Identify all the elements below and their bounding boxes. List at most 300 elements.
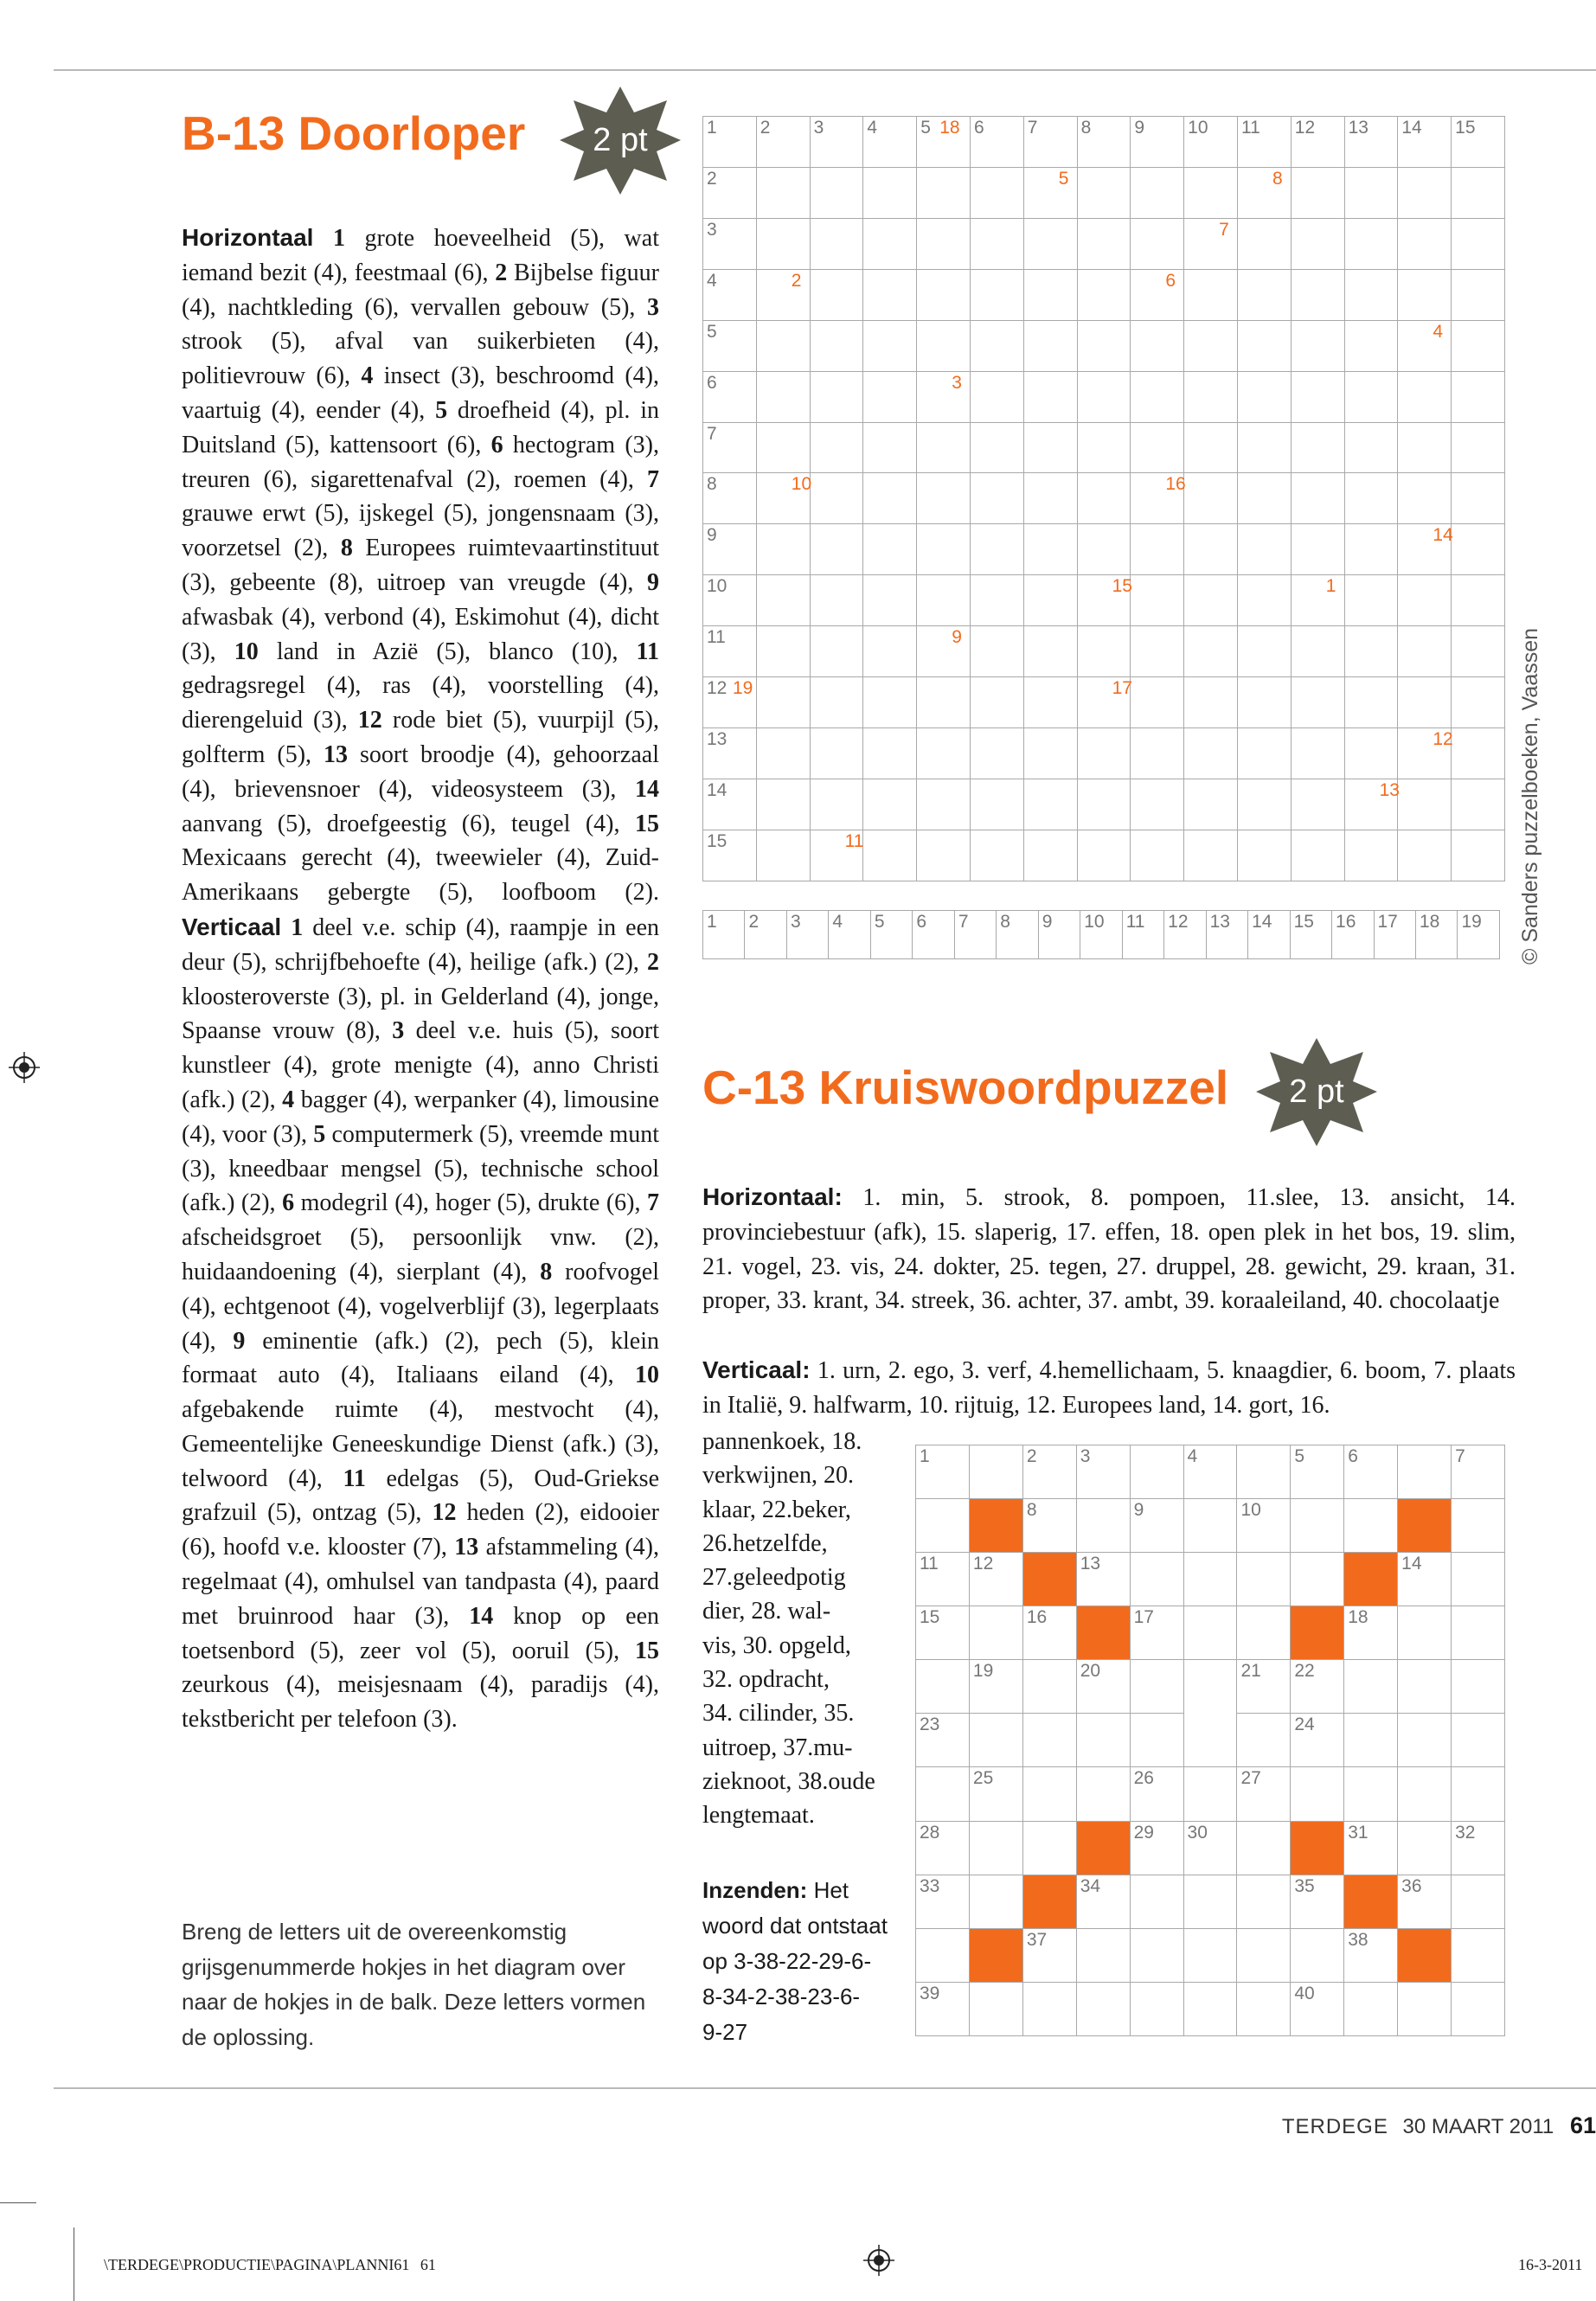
c13-verticaal — [702, 1353, 1516, 1423]
cell-number: 1 — [707, 118, 717, 138]
grid-cell — [1023, 371, 1077, 422]
grid-cell — [703, 117, 757, 168]
black-cell — [1022, 1553, 1076, 1606]
solution-cell — [829, 911, 870, 959]
cell-number: 12 — [1168, 912, 1189, 932]
grid-cell — [916, 1982, 970, 2035]
grid-cell — [863, 830, 917, 881]
grid-cell — [810, 218, 863, 269]
grid-cell — [1344, 1714, 1398, 1767]
grid-cell — [1291, 1660, 1344, 1714]
grid-cell — [1398, 1821, 1452, 1875]
grid-cell — [1184, 371, 1238, 422]
grid-row — [703, 524, 1505, 575]
cell-number: 35 — [1294, 1875, 1315, 1896]
grid-cell — [1077, 269, 1131, 320]
clue-line: 34. cilinder, 35. — [702, 1700, 855, 1727]
clue-line: lengtemaat. — [702, 1802, 815, 1830]
grid-cell — [1452, 728, 1505, 779]
grid-cell — [1398, 1767, 1452, 1821]
grid-cell — [917, 218, 971, 269]
grid-cell — [1184, 218, 1238, 269]
cell-number: 7 — [707, 423, 717, 444]
grid-cell — [917, 473, 971, 524]
grid-cell — [756, 473, 810, 524]
grid-cell — [1131, 779, 1184, 830]
clue-number: 12 — [432, 1499, 457, 1527]
cell-number: 22 — [1294, 1661, 1315, 1682]
grid-row — [703, 728, 1505, 779]
solution-cell — [1458, 911, 1500, 959]
grid-cell — [1077, 524, 1131, 575]
cell-number: 6 — [1348, 1446, 1358, 1466]
cell-number: 9 — [1134, 118, 1145, 138]
grid-cell — [1183, 1445, 1237, 1499]
grid-cell — [1291, 371, 1344, 422]
clue-text: knop op een toetsenbord (5), zeer vol (5), ooruil (5), — [182, 1602, 659, 1664]
grid-cell — [1237, 677, 1291, 728]
grid-cell — [1452, 1821, 1505, 1875]
grid-cell — [810, 320, 863, 371]
grid-cell — [1131, 422, 1184, 473]
grid-cell — [1183, 1499, 1237, 1553]
grid-cell — [1291, 1445, 1344, 1499]
cell-number: 33 — [920, 1875, 940, 1896]
grid-cell — [1291, 626, 1344, 677]
grid-cell — [970, 575, 1023, 626]
grid-cell — [1077, 422, 1131, 473]
cell-number: 32 — [1455, 1822, 1476, 1843]
grid-row — [916, 1445, 1505, 1499]
grid-cell — [863, 524, 917, 575]
cell-number: 38 — [1348, 1929, 1368, 1950]
grid-cell — [1237, 830, 1291, 881]
grid-cell — [1076, 1875, 1130, 1928]
black-cell — [1398, 1928, 1452, 1982]
clue-text: bagger (4), werpanker (4), limousine (4), voor (3), — [182, 1086, 659, 1148]
clue-number: 3 — [392, 1017, 405, 1045]
clue-text: heden (2), eidooier (6), hoofd v.e. klooster (7), — [182, 1499, 660, 1561]
cell-number: 25 — [972, 1768, 994, 1789]
grid-cell — [970, 320, 1023, 371]
grid-cell — [1077, 320, 1131, 371]
grid-cell — [969, 1982, 1022, 2035]
grid-cell — [1184, 473, 1238, 524]
grid-cell — [1077, 218, 1131, 269]
grid-cell — [916, 1660, 970, 1714]
grid-cell — [917, 269, 971, 320]
grid-cell — [969, 1714, 1022, 1767]
inzenden-line: 9-27 — [702, 2019, 748, 2045]
cell-number: 30 — [1187, 1822, 1208, 1843]
grid-cell — [1184, 575, 1238, 626]
cell-solution-number: 13 — [1379, 779, 1400, 800]
b13-verticaal-label: Verticaal — [182, 913, 282, 940]
grid-cell — [1237, 167, 1291, 218]
cell-number: 15 — [707, 830, 727, 851]
footer-path: \TERDEGE\PRODUCTIE\PAGINA\PLANNI61 — [104, 2256, 410, 2273]
grid-cell — [970, 473, 1023, 524]
grid-cell — [756, 320, 810, 371]
cell-number: 9 — [1133, 1500, 1144, 1521]
clue-number: 6 — [282, 1189, 295, 1217]
grid-cell — [1022, 1660, 1076, 1714]
registration-mark-icon — [9, 1052, 40, 1083]
grid-cell — [1131, 269, 1184, 320]
cell-number: 3 — [790, 912, 801, 932]
grid-cell — [1291, 167, 1344, 218]
grid-cell — [1398, 422, 1452, 473]
cell-number: 20 — [1080, 1661, 1101, 1682]
grid-cell — [756, 269, 810, 320]
grid-cell — [1023, 626, 1077, 677]
grid-cell — [917, 117, 971, 168]
grid-cell — [969, 1553, 1022, 1606]
grid-cell — [1130, 1875, 1183, 1928]
b13-horizontaal-label: Horizontaal — [182, 224, 314, 251]
clue-text: droefheid (4), pl. in Duitsland (5), kattensoort (6), — [182, 396, 659, 458]
grid-cell — [1452, 1928, 1505, 1982]
cell-number: 27 — [1240, 1768, 1261, 1789]
grid-cell — [1237, 1606, 1291, 1660]
grid-cell — [1237, 1928, 1291, 1982]
grid-cell — [1398, 1875, 1452, 1928]
grid-cell — [1452, 1445, 1505, 1499]
grid-cell — [1452, 626, 1505, 677]
c13-horizontaal — [702, 1180, 1516, 1318]
grid-cell — [863, 422, 917, 473]
grid-cell — [1398, 320, 1452, 371]
grid-cell — [917, 422, 971, 473]
grid-cell — [1291, 1499, 1344, 1553]
grid-cell — [756, 626, 810, 677]
clue-text: Europees ruimtevaartinstituut (3), gebeente (8), uitroep van vreugde (4), — [182, 535, 659, 596]
grid-cell — [916, 1821, 970, 1875]
grid-cell — [917, 320, 971, 371]
clue-number: 2 — [647, 948, 659, 976]
cell-number: 19 — [1461, 912, 1482, 932]
cell-number: 4 — [1187, 1446, 1198, 1466]
clue-number: 11 — [343, 1465, 366, 1492]
grid-cell — [1023, 473, 1077, 524]
cell-number: 5 — [874, 912, 885, 932]
grid-cell — [1344, 1606, 1398, 1660]
solution-cell — [913, 911, 954, 959]
grid-cell — [756, 117, 810, 168]
cell-number: 5 — [920, 118, 931, 138]
grid-cell — [1398, 677, 1452, 728]
clue-text: rode biet (5), vuurpijl (5), golfterm (5), — [182, 707, 659, 768]
grid-cell — [703, 371, 757, 422]
grid-cell — [1398, 218, 1452, 269]
grid-cell — [917, 830, 971, 881]
grid-cell — [810, 830, 863, 881]
grid-cell — [703, 830, 757, 881]
grid-cell — [756, 728, 810, 779]
solution-cell — [1080, 911, 1122, 959]
clue-number: 15 — [635, 1637, 659, 1664]
grid-cell — [1184, 524, 1238, 575]
grid-cell — [1130, 1499, 1183, 1553]
clue-number: 8 — [340, 535, 353, 562]
grid-cell — [1130, 1767, 1183, 1821]
grid-cell — [970, 117, 1023, 168]
cell-number: 13 — [1209, 912, 1230, 932]
b13-grid — [702, 116, 1505, 881]
grid-cell — [970, 830, 1023, 881]
grid-cell — [810, 473, 863, 524]
grid-cell — [1130, 1660, 1183, 1714]
clue-line: 32. opdracht, — [702, 1666, 830, 1694]
cell-number: 16 — [1026, 1607, 1048, 1628]
cell-number: 34 — [1080, 1875, 1101, 1896]
cell-solution-number: 7 — [1219, 219, 1229, 240]
grid-cell — [1237, 626, 1291, 677]
clue-text: edelgas (5), Oud-Griekse grafzuil (5), ontzag (5), — [182, 1465, 660, 1527]
grid-cell — [1076, 1499, 1130, 1553]
grid-cell — [756, 371, 810, 422]
grid-cell — [703, 524, 757, 575]
clue-line: vis, 30. opgeld, — [702, 1631, 851, 1659]
grid-cell — [1344, 269, 1398, 320]
solution-cell — [1122, 911, 1163, 959]
clue-text: afstammeling (4), regelmaat (4), omhulsel van tandpasta (4), paard met bruinrood haar (3), — [182, 1534, 659, 1630]
grid-cell — [1076, 1660, 1130, 1714]
grid-cell — [756, 779, 810, 830]
grid-cell — [1344, 473, 1398, 524]
grid-cell — [1237, 779, 1291, 830]
grid-row — [916, 1821, 1505, 1875]
grid-cell — [703, 473, 757, 524]
grid-cell — [756, 830, 810, 881]
grid-row — [703, 473, 1505, 524]
black-cell — [1076, 1606, 1130, 1660]
clue-number: 15 — [635, 810, 659, 837]
cell-solution-number: 9 — [952, 627, 962, 648]
footer-date: 30 MAART 2011 — [1402, 2115, 1554, 2138]
clue-text: strook (5), afval van suikerbieten (4), politievrouw (6), — [182, 328, 659, 390]
grid-cell — [916, 1767, 970, 1821]
cell-number: 6 — [707, 372, 717, 393]
grid-cell — [1452, 1875, 1505, 1928]
grid-cell — [1291, 1714, 1344, 1767]
solution-bar-row — [703, 911, 1500, 959]
grid-cell — [917, 371, 971, 422]
clue-number: 7 — [646, 1189, 659, 1217]
grid-cell — [1237, 524, 1291, 575]
grid-cell — [1022, 1928, 1076, 1982]
grid-cell — [810, 524, 863, 575]
cell-number: 1 — [920, 1446, 930, 1466]
grid-cell — [1130, 1553, 1183, 1606]
inzenden-label: Inzenden: — [702, 1877, 808, 1903]
clue-number: 12 — [357, 707, 382, 734]
grid-cell — [1291, 320, 1344, 371]
clue-line: zieknoot, 38.oude — [702, 1767, 875, 1795]
clue-number: 3 — [647, 293, 659, 321]
cell-number: 18 — [1348, 1607, 1368, 1628]
cell-number: 36 — [1401, 1875, 1422, 1896]
grid-cell — [810, 728, 863, 779]
black-cell — [1076, 1821, 1130, 1875]
grid-cell — [1076, 1553, 1130, 1606]
grid-cell — [810, 117, 863, 168]
grid-row — [916, 1660, 1505, 1714]
grid-row — [703, 371, 1505, 422]
cell-number: 21 — [1240, 1661, 1261, 1682]
grid-row — [703, 320, 1505, 371]
grid-cell — [810, 371, 863, 422]
cell-number: 1 — [707, 912, 717, 932]
grid-cell — [1022, 1714, 1076, 1767]
grid-cell — [1023, 830, 1077, 881]
grid-cell — [1131, 575, 1184, 626]
grid-cell — [1077, 830, 1131, 881]
grid-cell — [1131, 320, 1184, 371]
grid-cell — [969, 1821, 1022, 1875]
grid-cell — [916, 1445, 970, 1499]
grid-cell — [1022, 1982, 1076, 2035]
clue-line: 27.geleedpotig — [702, 1564, 846, 1592]
cell-solution-number: 2 — [791, 270, 802, 291]
grid-cell — [1077, 728, 1131, 779]
grid-cell — [1184, 677, 1238, 728]
grid-cell — [970, 524, 1023, 575]
grid-cell — [863, 167, 917, 218]
grid-cell — [969, 1445, 1022, 1499]
grid-cell — [1131, 371, 1184, 422]
cell-number: 12 — [1294, 118, 1316, 138]
grid-cell — [1452, 677, 1505, 728]
grid-row — [916, 1606, 1505, 1660]
solution-cell — [954, 911, 996, 959]
grid-cell — [1398, 1714, 1452, 1767]
grid-cell — [1184, 728, 1238, 779]
grid-cell — [1237, 117, 1291, 168]
clue-line: 26.hetzelfde, — [702, 1529, 828, 1557]
cell-number: 28 — [920, 1822, 940, 1843]
grid-cell — [1237, 218, 1291, 269]
grid-cell — [1398, 830, 1452, 881]
black-cell — [1022, 1875, 1076, 1928]
grid-cell — [916, 1928, 970, 1982]
cell-number: 4 — [867, 118, 878, 138]
grid-cell — [1184, 167, 1238, 218]
grid-cell — [1077, 371, 1131, 422]
clue-text: afscheidsgroet (5), persoonlijk vnw. (2), huidaandoening (4), sierplant (4), — [182, 1224, 659, 1285]
clue-number: 10 — [635, 1362, 659, 1389]
grid-cell — [1344, 524, 1398, 575]
grid-cell — [810, 422, 863, 473]
grid-cell — [1022, 1821, 1076, 1875]
grid-cell — [1131, 473, 1184, 524]
grid-row — [916, 1553, 1505, 1606]
grid-row — [703, 779, 1505, 830]
cell-number: 4 — [707, 270, 717, 291]
grid-cell — [1452, 422, 1505, 473]
cell-number: 5 — [1294, 1446, 1305, 1466]
grid-cell — [1023, 269, 1077, 320]
cell-number: 11 — [707, 627, 726, 648]
grid-cell — [1291, 830, 1344, 881]
grid-cell — [1344, 167, 1398, 218]
cell-number: 14 — [1252, 912, 1272, 932]
grid-cell — [1022, 1499, 1076, 1553]
grid-cell — [1184, 626, 1238, 677]
c13-horizontaal-text: 1. min, 5. strook, 8. pompoen, 11.slee, 13. ansicht, 14. provinciebestuur (afk), 15. slaperig, 17. effen, 18. open plek in het bos, 19. slim, 21. vogel, 23. vis, 24. dokter, 25. tegen, 27. druppel, 28. gewicht, 29. kraan, 31. proper, 33. krant, 34. streek, 36. achter, 37. ambt, 39. koraaleiland, 40. chocolaatje — [702, 1184, 1516, 1315]
cell-solution-number: 1 — [1325, 576, 1336, 597]
black-cell — [969, 1499, 1022, 1553]
cell-number: 10 — [1084, 912, 1105, 932]
grid-cell — [1398, 1553, 1452, 1606]
grid-cell — [863, 218, 917, 269]
cell-number: 11 — [1125, 912, 1145, 932]
cell-number: 15 — [920, 1607, 940, 1628]
grid-cell — [1237, 1445, 1291, 1499]
grid-cell — [1398, 524, 1452, 575]
clue-number: 4 — [361, 362, 374, 390]
cell-number: 37 — [1026, 1929, 1048, 1950]
grid-row — [703, 117, 1505, 168]
cell-number: 2 — [748, 912, 760, 932]
grid-cell — [1131, 167, 1184, 218]
grid-cell — [1291, 728, 1344, 779]
grid-cell — [863, 473, 917, 524]
grid-cell — [863, 728, 917, 779]
grid-cell — [703, 269, 757, 320]
footer-folio — [1282, 2112, 1596, 2139]
solution-cell — [1332, 911, 1374, 959]
clue-text: grote hoeveelheid (5), wat iemand bezit (4), feestmaal (6), — [182, 225, 659, 286]
footer-path-page: 61 — [420, 2256, 436, 2273]
cell-number: 10 — [1240, 1500, 1261, 1521]
grid-cell — [1237, 728, 1291, 779]
grid-cell — [1344, 371, 1398, 422]
grid-cell — [1076, 1982, 1130, 2035]
grid-cell — [1452, 1606, 1505, 1660]
grid-cell — [1344, 1445, 1398, 1499]
bottom-rule — [54, 2087, 1596, 2089]
grid-cell — [970, 269, 1023, 320]
clue-text: soort broodje (4), gehoorzaal (4), brievensnoer (4), videosysteem (3), — [182, 740, 659, 803]
grid-cell — [1398, 626, 1452, 677]
grid-cell — [969, 1767, 1022, 1821]
grid-cell — [1452, 167, 1505, 218]
clue-number: 9 — [647, 568, 659, 596]
grid-cell — [1131, 728, 1184, 779]
grid-cell — [1023, 422, 1077, 473]
cell-number: 26 — [1133, 1768, 1154, 1789]
grid-cell — [863, 320, 917, 371]
grid-cell — [810, 575, 863, 626]
cell-number: 8 — [1000, 912, 1010, 932]
grid-cell — [1452, 1553, 1505, 1606]
cell-number: 12 — [707, 678, 727, 699]
black-cell — [1344, 1875, 1398, 1928]
grid-cell — [1398, 728, 1452, 779]
grid-cell — [1237, 1821, 1291, 1875]
solution-cell — [1248, 911, 1290, 959]
clue-line: uitroep, 37.mu- — [702, 1734, 853, 1761]
grid-cell — [703, 626, 757, 677]
grid-row — [703, 167, 1505, 218]
cell-number: 17 — [1377, 912, 1398, 932]
c13-badge-label: 2 pt — [1289, 1074, 1344, 1110]
clue-number: 6 — [490, 431, 503, 458]
c13-grid — [915, 1445, 1505, 2036]
grid-cell — [1452, 830, 1505, 881]
cell-number: 2 — [760, 118, 771, 138]
